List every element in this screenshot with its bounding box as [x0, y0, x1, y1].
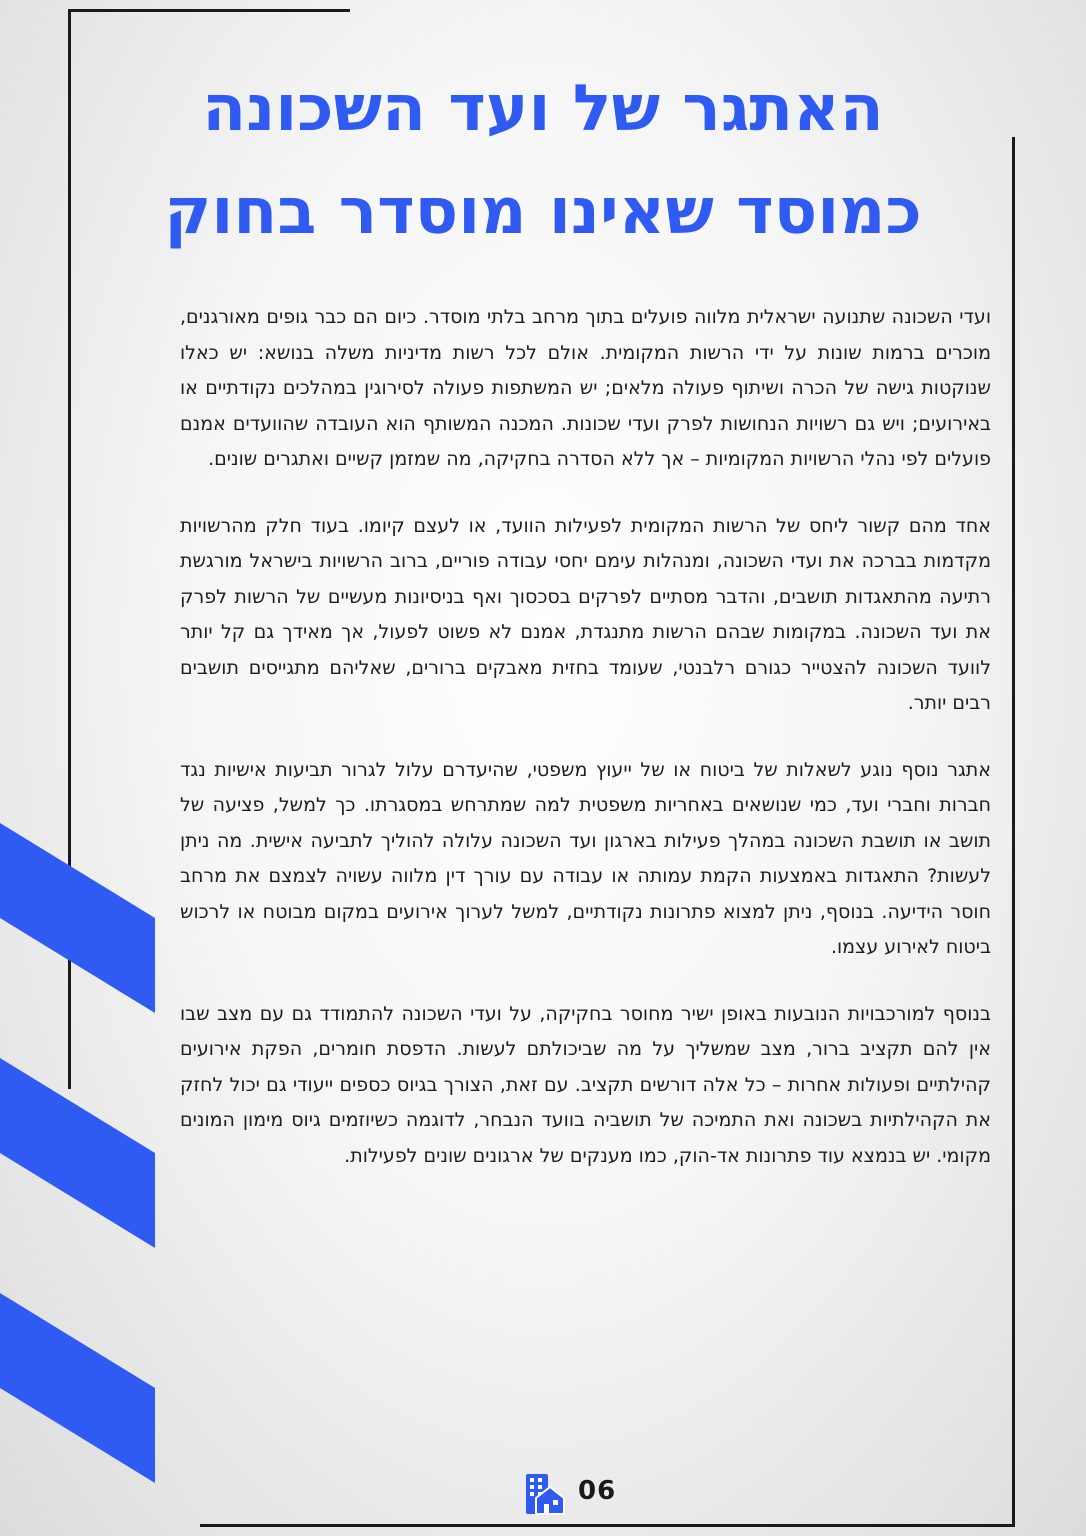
paragraph-1: ועדי השכונה שתנועה ישראלית מלווה פועלים בתוך מרחב בלתי מוסדר. כיום הם כבר גופים מאורגנים, מוכרים ברמות שונות על ידי הרשות המקומית. אולם לכל רשות מדיניות משלה בנושא: יש כאלו שנוקטות גישה של הכרה ושיתוף פעולה מלאים; יש המשתפות פעולה לסירוגין במהלכים נקודתיים או באירועים; ויש גם רשויות הנחושות לפרק ועדי שכונות. המכנה המשותף הוא העובדה שהוועדים אמנם פועלים לפי נהלי הרשויות המקומיות – אך ללא הסדרה בחקיקה, מה שמזמן קשיים ואתגרים שונים.: [180, 306, 991, 470]
article-body: [180, 300, 991, 1205]
paragraph-4: בנוסף למורכבויות הנובעות באופן ישיר מחוסר בחקיקה, על ועדי השכונה להתמודד גם עם מצב שבו אין להם תקציב ברור, מצב שמשליך על מה שביכולתם לעשות. הדפסת חומרים, הפקת אירועים קהילתיים ופעולות אחרות – כל אלה דורשים תקציב. עם זאת, הצורך בגיוס כספים ייעודי גם יכול לחזק את הקהילתיות בשכונה ואת התמיכה של תושביה בוועד הנבחר, לדוגמה כשיוזמים גיוס מימון המונים מקומי. יש בנמצא עוד פתרונות אד-הוק, כמו מענקים של ארגונים שונים לפעילות.: [180, 1002, 991, 1167]
page-footer: [520, 1470, 620, 1518]
stripe-3: [0, 1293, 155, 1483]
frame-right-vertical: [1012, 137, 1015, 1527]
paragraph-2: אחד מהם קשור ליחס של הרשות המקומית לפעילות הוועד, או לעצם קיומו. בעוד חלק מהרשויות מקדמות בברכה את ועדי השכונה, ומנהלות עימם יחסי עבודה פוריים, ברוב הרשויות בישראל מורגשת רתיעה מהתאגדות תושבים, והדבר מסתיים לפרקים בסכסוך ואף בניסיונות מעשיים של הרשות לפרק את ועד השכונה. במקומות שבהם הרשות מתנגדת, אמנם לא פשוט לפעול, אך מאידך גם קל יותר לוועד השכונה להצטייר כגורם רלבנטי, שעומד בחזית מאבקים ברורים, שאליהם מתגייסים תושבים רבים יותר.: [180, 514, 991, 714]
building-icon: [522, 1472, 566, 1516]
frame-top-left-horizontal: [68, 9, 350, 12]
page-title-line-2: כמוסד שאינו מוסדר בחוק: [164, 175, 922, 249]
decorative-stripes: [0, 815, 200, 1536]
paragraph-3: אתגר נוסף נוגע לשאלות של ביטוח או של ייעוץ משפטי, שהיעדרם עלול לגרור תביעות אישיות נגד חברות וחברי ועד, כמי שנושאים באחריות משפטית למה שמתרחש במסגרתו. כך למשל, פציעה של תושב או תושבת השכונה במהלך פעילות בארגון ועד השכונה עלולה להוליך לתביעה אישית. מה ניתן לעשות? התאגדות באמצעות הקמת עמותה או עבודה עם עורך דין מלווה עשויה לצמצם את מרחב חוסר הידיעה. בנוסף, ניתן למצוא פתרונות נקודתיים, למשל לערוך אירועים במקום מבוטח או לרכוש ביטוח לאירוע עצמו.: [180, 758, 991, 958]
frame-bottom-horizontal: [200, 1524, 1015, 1527]
stripe-1: [0, 823, 155, 1013]
page-title-line-1: האתגר של ועד השכונה: [202, 72, 884, 146]
stripe-2: [0, 1058, 155, 1248]
page-number: 06: [578, 1476, 617, 1506]
